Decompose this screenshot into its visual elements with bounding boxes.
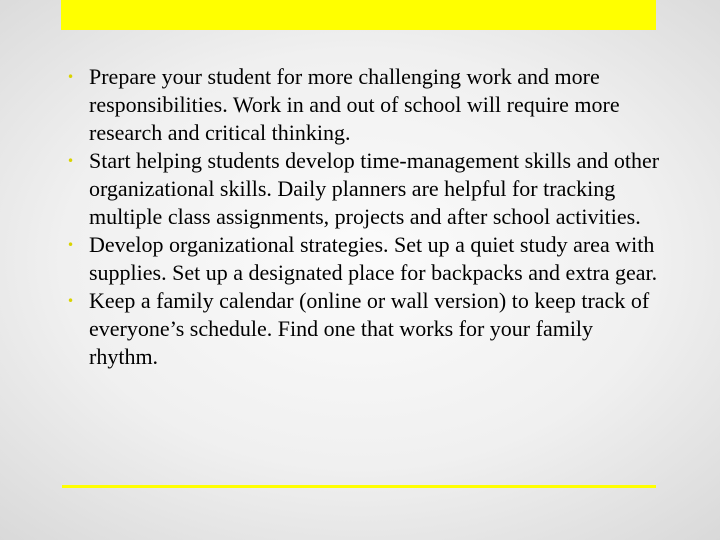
bullet-item-3 xyxy=(62,231,662,287)
bullet-text-4: Keep a family calendar (online or wall version) to keep track of everyone’s schedule. Find one that works for your family rhythm. xyxy=(89,288,650,369)
bullet-item-4 xyxy=(62,287,662,371)
bullet-text-1: Prepare your student for more challenging work and more responsibilities. Work in and out of school will require more research and critical thinking. xyxy=(89,64,620,145)
title-band xyxy=(61,0,656,30)
bullet-icon: • xyxy=(67,154,75,168)
bottom-rule xyxy=(62,485,656,488)
bullet-text-3: Develop organizational strategies. Set up a quiet study area with supplies. Set up a designated place for backpacks and extra gear. xyxy=(89,232,658,285)
bullet-item-2 xyxy=(62,147,662,231)
bullet-item-1 xyxy=(62,63,662,147)
bullet-text-2: Start helping students develop time-management skills and other organizational skills. Daily planners are helpful for tracking multiple class assignments, projects and after school activities. xyxy=(89,148,660,229)
bullet-icon: • xyxy=(67,294,75,308)
bullet-icon: • xyxy=(67,70,75,84)
bullet-icon: • xyxy=(67,238,75,252)
bullet-list xyxy=(62,63,662,371)
